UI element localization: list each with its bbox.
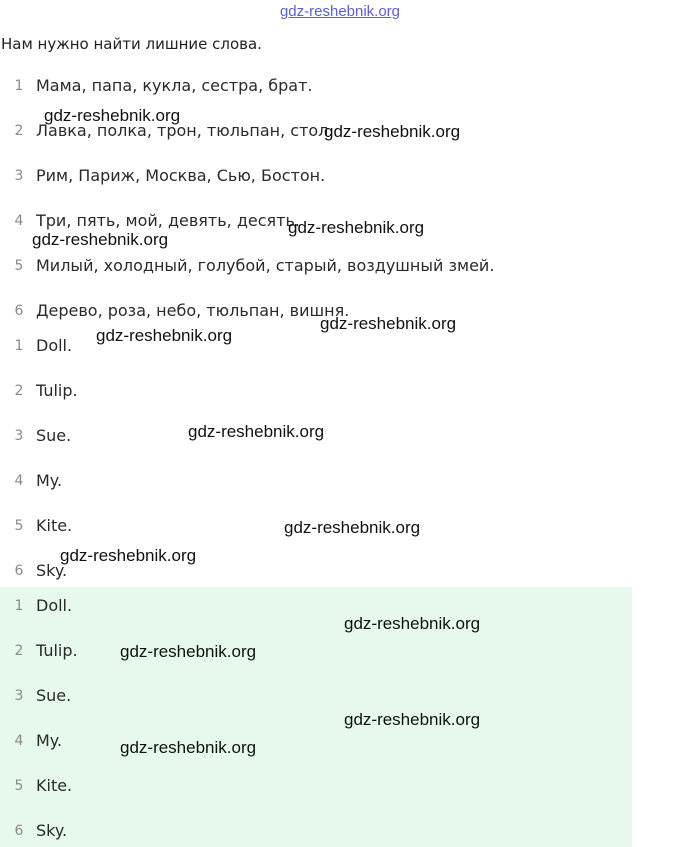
item-number: 1 — [14, 598, 24, 614]
item-text: Doll. — [36, 596, 73, 615]
item-number: 5 — [14, 778, 24, 794]
watermark: gdz-reshebnik.org — [96, 326, 233, 345]
item-number: 1 — [14, 338, 24, 354]
item-text: Sue. — [36, 426, 72, 445]
watermark: gdz-reshebnik.org — [324, 122, 461, 141]
answer-item — [0, 823, 632, 847]
answer-item — [0, 688, 632, 733]
watermark: gdz-reshebnik.org — [288, 218, 425, 237]
item-number: 2 — [14, 123, 24, 139]
intro-text: Нам нужно найти лишние слова. — [1, 35, 262, 53]
item-text: Лавка, полка, трон, тюльпан, стол. — [36, 121, 334, 140]
list-item — [0, 338, 632, 383]
item-number: 6 — [14, 303, 24, 319]
item-number: 4 — [14, 473, 24, 489]
answer-item — [0, 643, 632, 688]
item-number: 5 — [14, 258, 24, 274]
item-text: Мама, папа, кукла, сестра, брат. — [36, 76, 313, 95]
item-text: My. — [36, 471, 63, 490]
item-number: 3 — [14, 428, 24, 444]
watermark: gdz-reshebnik.org — [320, 314, 457, 333]
item-text: Sky. — [36, 821, 68, 840]
site-link[interactable]: gdz-reshebnik.org — [279, 3, 401, 20]
watermark: gdz-reshebnik.org — [44, 106, 181, 125]
item-text: Милый, холодный, голубой, старый, воздушный змей. — [36, 256, 495, 275]
item-number: 1 — [14, 78, 24, 94]
watermark: gdz-reshebnik.org — [344, 710, 481, 729]
list-item — [0, 473, 632, 518]
list-item — [0, 123, 632, 168]
watermark: gdz-reshebnik.org — [60, 546, 197, 565]
item-text: Дерево, роза, небо, тюльпан, вишня. — [36, 301, 350, 320]
watermark: gdz-reshebnik.org — [120, 738, 257, 757]
watermark: gdz-reshebnik.org — [32, 230, 169, 249]
item-text: Три, пять, мой, девять, десять. — [36, 211, 300, 230]
item-text: Doll. — [36, 336, 73, 355]
item-number: 3 — [14, 688, 24, 704]
watermark: gdz-reshebnik.org — [344, 614, 481, 633]
item-text: Sky. — [36, 561, 68, 580]
item-number: 3 — [14, 168, 24, 184]
item-text: My. — [36, 731, 63, 750]
item-text: Kite. — [36, 776, 73, 795]
answer-item — [0, 778, 632, 823]
watermark: gdz-reshebnik.org — [188, 422, 325, 441]
item-text: Рим, Париж, Москва, Сью, Бостон. — [36, 166, 326, 185]
item-number: 6 — [14, 823, 24, 839]
item-number: 6 — [14, 563, 24, 579]
answer-item — [0, 733, 632, 778]
answer-item — [0, 598, 632, 643]
item-number: 4 — [14, 733, 24, 749]
item-number: 4 — [14, 213, 24, 229]
item-text: Kite. — [36, 516, 73, 535]
list-item — [0, 168, 632, 213]
watermark: gdz-reshebnik.org — [120, 642, 257, 661]
item-text: Tulip. — [36, 641, 78, 660]
item-number: 2 — [14, 643, 24, 659]
item-text: Sue. — [36, 686, 72, 705]
item-text: Tulip. — [36, 381, 78, 400]
item-number: 2 — [14, 383, 24, 399]
list-item — [0, 258, 632, 303]
watermark: gdz-reshebnik.org — [284, 518, 421, 537]
item-number: 5 — [14, 518, 24, 534]
